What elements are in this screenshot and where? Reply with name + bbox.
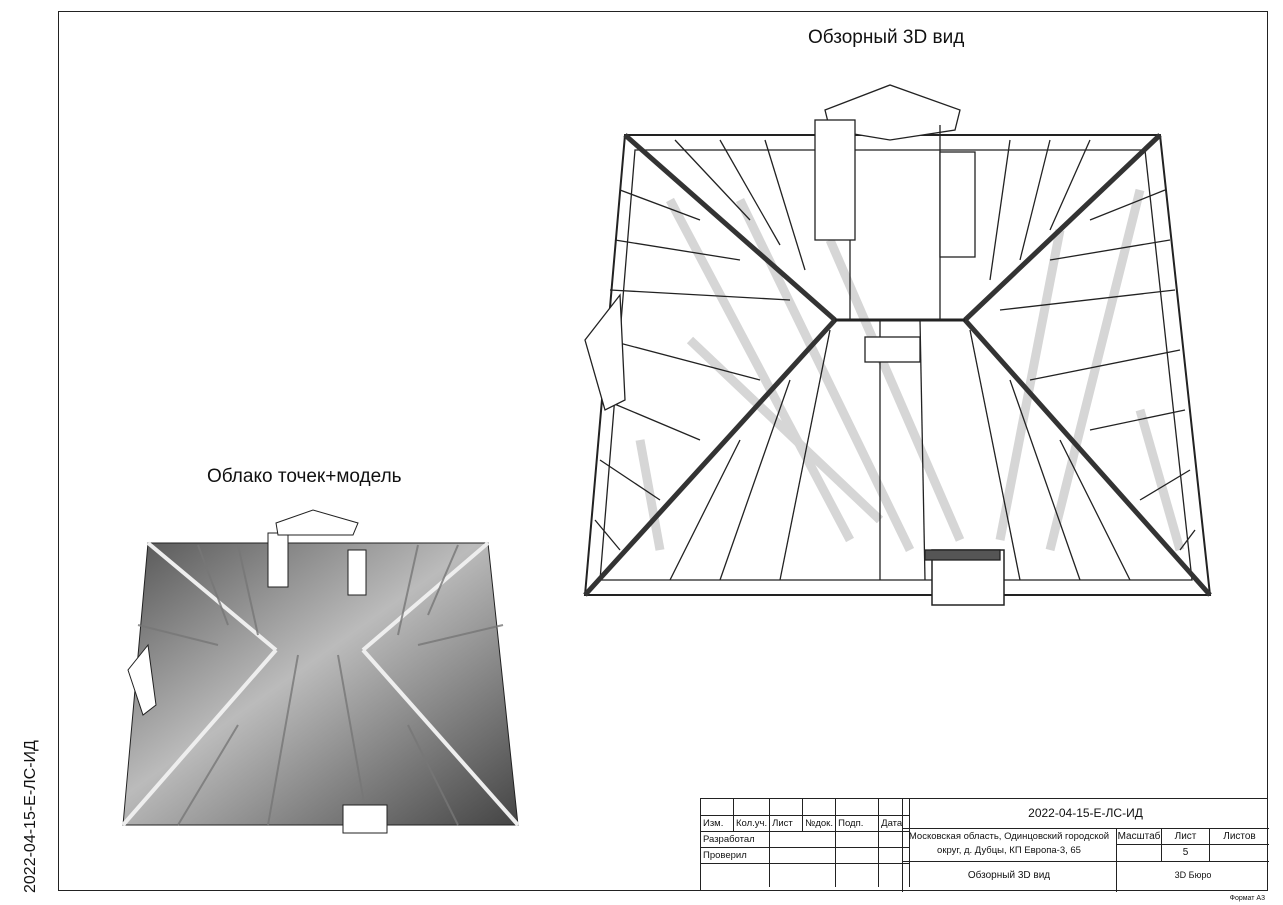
organization: 3D Бюро	[1174, 870, 1212, 880]
col-sheet: Лист	[1174, 831, 1197, 842]
row-developed: Разработал	[701, 831, 770, 847]
col-sheets: Листов	[1223, 831, 1256, 842]
designation: 2022-04-15-Е-ЛС-ИД	[1028, 806, 1143, 820]
row-checked: Проверил	[701, 847, 770, 863]
header-data: Дата	[879, 815, 910, 831]
roof-3d-model-view	[580, 80, 1220, 610]
revision-table	[701, 799, 910, 887]
sheet-number: 5	[1182, 847, 1189, 858]
main-view-title: Обзорный 3D вид	[808, 27, 965, 48]
header-list: Лист	[770, 815, 803, 831]
sheet-format: Формат А3	[1229, 895, 1265, 902]
title-block-stamp	[700, 798, 1268, 891]
header-kol-uch: Кол.уч.	[734, 815, 770, 831]
header-ndok: №док.	[803, 815, 836, 831]
header-podp: Подп.	[836, 815, 879, 831]
side-document-code: 2022-04-15-Е-ЛС-ИД	[22, 740, 39, 893]
col-scale: Масштаб	[1117, 831, 1161, 842]
address-line-2: округ, д. Дубцы, КП Европа-3, 65	[937, 845, 1081, 856]
address-line-1: Московская область, Одинцовский городской	[908, 831, 1110, 842]
header-izm: Изм.	[701, 815, 734, 831]
drawing-name: Обзорный 3D вид	[967, 870, 1051, 881]
cloud-view-title: Облако точек+модель	[207, 466, 402, 487]
point-cloud-model-view	[118, 505, 523, 840]
